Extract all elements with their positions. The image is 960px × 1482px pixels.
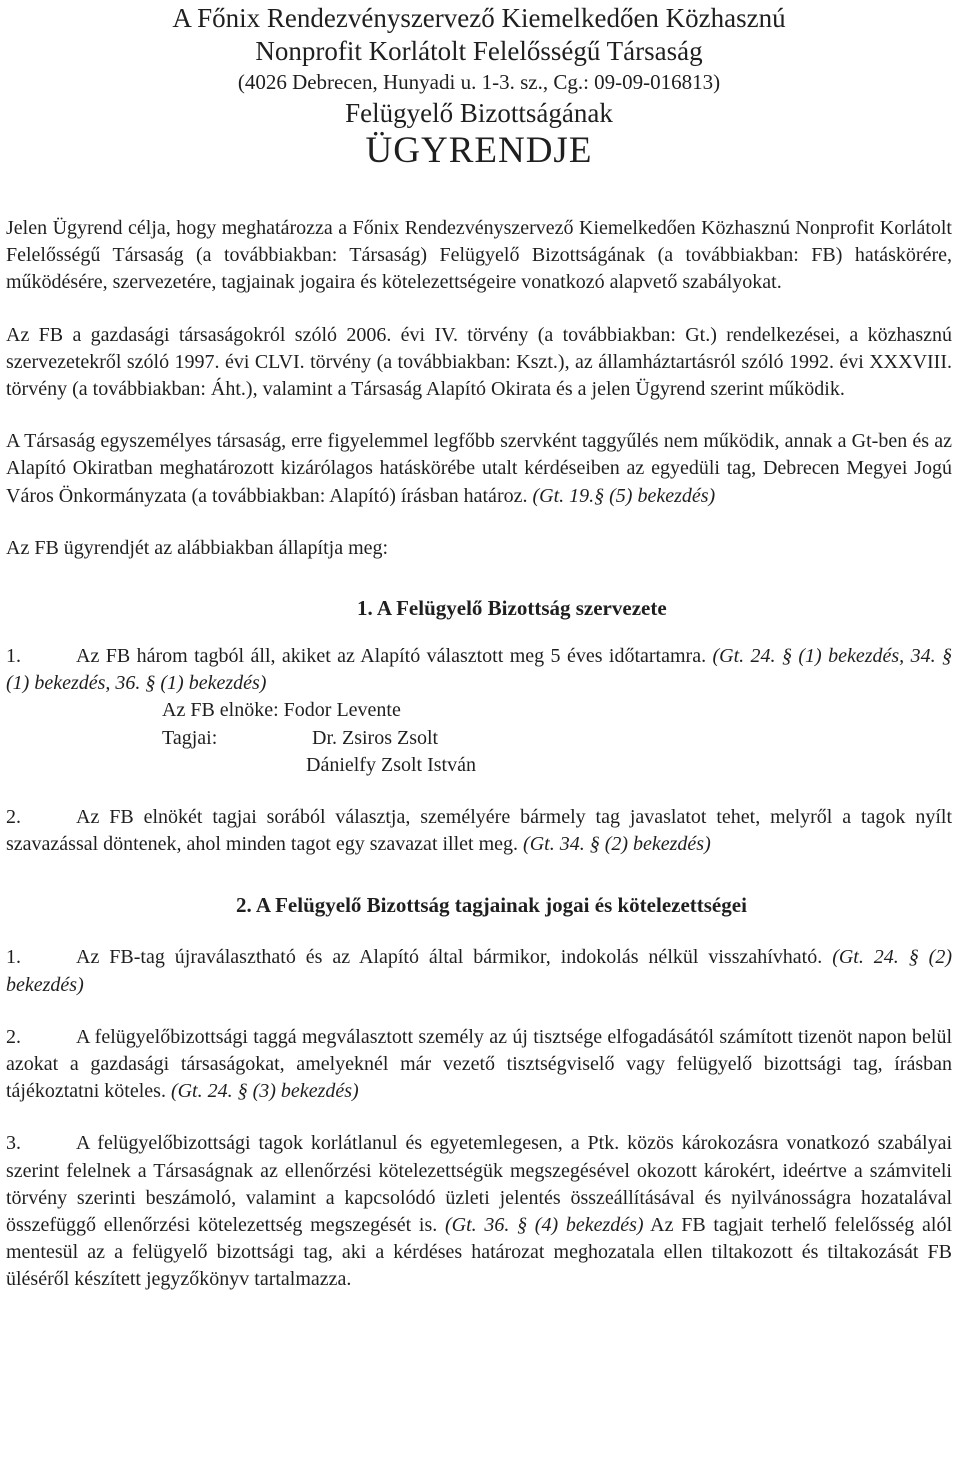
item-number: 2. — [6, 1025, 21, 1048]
member-name: Dánielfy Zsolt István — [306, 753, 476, 776]
item-number: 2. — [6, 806, 21, 829]
item-text: A felügyelőbizottsági tagok korlátlanul és egyetemlegesen, a Ptk. közös károkozásra vonatkozó szabályai szerint felelnek a Társaságnak az ellenőrzési kötelezettségük megszegésével okozott károkért, ideértve a számviteli törvény szerinti beszámoló, valamint a kapcsolódó üzleti jelentés összeállításával és nyilvánosságra hozatalával összefüggő ellenőrzési kötelezettség megszegését is. — [6, 1132, 952, 1237]
item-text-continued: Az FB tagjait terhelő felelősség alól mentesül az a felügyelő bizottsági tag, aki a kérdéses határozat meghozatala ellen tiltakozott és tiltakozását FB üléséről készített jegyzőkönyv tartalmazza. — [6, 1214, 952, 1291]
section-1-title: 1. A Felügyelő Bizottság szervezete — [357, 596, 667, 621]
section-2-item-2 — [6, 1024, 952, 1106]
member-name: Dr. Zsiros Zsolt — [312, 726, 439, 749]
section-2-title: 2. A Felügyelő Bizottság tagjainak jogai és kötelezettségei — [236, 893, 747, 918]
members-label: Tagjai: — [162, 726, 218, 749]
intro-paragraph: Jelen Ügyrend célja, hogy meghatározza a Főnix Rendezvényszervező Kiemelkedően Közhasznú Nonprofit Korlátolt Felelősségű Társaság (a továbbiakban: Társaság) Felügyelő Bizottságának (a továbbiakban: FB) hatáskörére, működésére, szervezetére, tagjainak jogaira és kötelezettségeire vonatkozó alapvető szabályokat. — [6, 217, 952, 294]
item-text: Az FB három tagból áll, akiket az Alapító választott meg 5 éves időtartamra. — [76, 645, 713, 668]
sole-member-paragraph — [6, 428, 952, 510]
legal-basis-paragraph: Az FB a gazdasági társaságokról szóló 2006. évi IV. törvény (a továbbiakban: Gt.) rendelkezései, a közhasznú szervezetekről szóló 1997. évi CLVI. törvény (a továbbiakban: Kszt.), az államháztartásról szóló 1992. évi XXXVIII. törvény (a továbbiakban: Áht.), valamint a Társaság Alapító Okirata és a jelen Ügyrend szerint működik. — [6, 323, 952, 401]
chair-row — [6, 697, 952, 724]
section-1-item-2 — [6, 804, 952, 858]
section-2-item-1 — [6, 944, 952, 998]
company-name-line2: Nonprofit Korlátolt Felelősségű Társaság — [255, 36, 703, 66]
item-text: A felügyelőbizottsági taggá megválasztott személy az új tisztsége elfogadásától számított tizenöt napon belül azokat a gazdasági társaságokat, amelyeknél már vezető tisztségviselő vagy felügyelő bizottsági tag, írásban tájékoztatni köteles. — [6, 1025, 952, 1103]
legal-reference: (Gt. 19.§ (5) bekezdés) — [532, 484, 716, 507]
document-header — [6, 2, 952, 172]
section-2-item-3 — [6, 1130, 952, 1293]
members-row — [6, 725, 952, 752]
chair-name: Fodor Levente — [283, 699, 401, 722]
legal-reference: (Gt. 24. § (1) bekezdés, 34. § (1) bekezdés, 36. § (1) bekezdés) — [6, 645, 952, 695]
members-row-2 — [6, 752, 952, 779]
document-title: ÜGYRENDJE — [365, 130, 593, 171]
chair-label: Az FB elnöke: — [162, 699, 279, 722]
sole-member-text: A Társaság egyszemélyes társaság, erre figyelemmel legfőbb szervként taggyűlés nem működik, annak a Gt-ben és az Alapító Okiratban meghatározott kizárólagos hatáskörébe utalt kérdéseiben az egyedüli tag, Debrecen Megyei Jogú Város Önkormányzata (a továbbiakban: Alapító) írásban határoz. — [6, 430, 952, 507]
legal-reference: (Gt. 24. § (3) bekezdés) — [170, 1080, 359, 1103]
item-text: Az FB-tag újraválasztható és az Alapító által bármikor, indokolás nélkül visszahívható. — [76, 946, 833, 969]
company-name-line1: A Főnix Rendezvényszervező Kiemelkedően Közhasznú — [172, 3, 786, 33]
item-number: 1. — [6, 946, 21, 969]
board-members-list — [6, 697, 952, 779]
item-text: Az FB elnökét tagjai sorából választja, személyére bármely tag javaslatot tehet, melyről a tagok nyílt szavazással döntenek, ahol minden tagot egy szavazat illet meg. — [6, 806, 952, 856]
body-name: Felügyelő Bizottságának — [345, 98, 613, 128]
legal-reference: (Gt. 24. § (2) bekezdés) — [6, 946, 953, 996]
company-address: (4026 Debrecen, Hunyadi u. 1-3. sz., Cg.: 09-09-016813) — [237, 70, 721, 94]
legal-reference: (Gt. 36. § (4) bekezdés) — [444, 1214, 644, 1237]
section-1-item-1 — [6, 643, 952, 697]
item-number: 3. — [6, 1132, 21, 1155]
legal-reference: (Gt. 34. § (2) bekezdés) — [523, 833, 711, 856]
item-number: 1. — [6, 645, 21, 668]
rules-intro-paragraph: Az FB ügyrendjét az alábbiakban állapítja meg: — [6, 536, 389, 559]
